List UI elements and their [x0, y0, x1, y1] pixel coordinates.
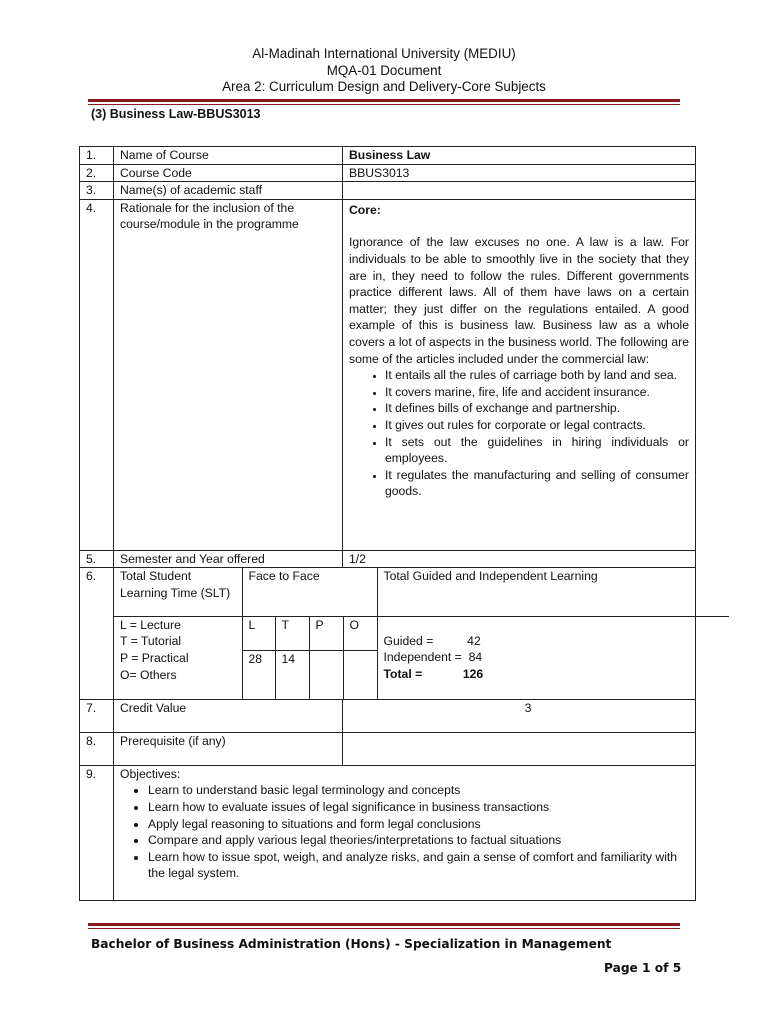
practical-hours — [309, 650, 343, 699]
legend-lecture: L = Lecture — [120, 617, 181, 632]
legend-others: O= Others — [120, 667, 177, 682]
slt-legend — [114, 616, 242, 699]
row-number: 6. — [80, 568, 114, 700]
row-label: Credit Value — [114, 699, 343, 732]
core-label: Core: — [349, 202, 381, 217]
row-label: Name(s) of academic staff — [114, 182, 343, 200]
row-number: 9. — [80, 765, 114, 900]
row-number: 4. — [80, 199, 114, 550]
col-t-header: T — [275, 616, 309, 650]
row-label: Semester and Year offered — [114, 550, 343, 568]
col-o-header: O — [343, 616, 377, 650]
list-item: • Learn how to issue spot, weigh, and analyze risks, and gain a sense of comfort and familiarity with the legal system. — [148, 849, 689, 882]
col-l-header: L — [242, 616, 275, 650]
list-item: • Apply legal reasoning to situations and form legal conclusions — [148, 816, 689, 833]
row-label: Rationale for the inclusion of the course/module in the programme — [114, 199, 343, 550]
academic-staff — [343, 182, 696, 200]
col-p-header: P — [309, 616, 343, 650]
rationale-cell — [343, 199, 696, 550]
list-item: • It gives out rules for corporate or legal contracts. — [385, 417, 689, 434]
page-number: Page 1 of 5 — [604, 961, 682, 975]
rationale-paragraph: Ignorance of the law excuses no one. A law is a law. For individuals to be able to smoothly live in the society that they are in, they need to follow the rules. Different governments practice different laws. All of them have laws on a certain matter; they just differ on the regulations entailed. A good example of this is business law. Business law as a whole covers a lot of aspects in the business world. The following are some of the articles included under the commercial law: — [349, 235, 689, 366]
row-label: Course Code — [114, 164, 343, 182]
slt-label: Total Student Learning Time (SLT) — [114, 568, 242, 616]
lecture-hours: 28 — [242, 650, 275, 699]
objectives-list — [102, 782, 689, 882]
row-label: Prerequisite (if any) — [114, 732, 343, 765]
list-item: • It regulates the manufacturing and selling of consumer goods. — [385, 467, 689, 500]
independent-hours: Independent = 84 — [383, 650, 483, 665]
row-number: 7. — [80, 699, 114, 732]
table-row — [80, 699, 696, 732]
tutorial-hours: 14 — [275, 650, 309, 699]
table-row — [80, 568, 696, 700]
footer-divider — [88, 923, 680, 929]
section-title: (3) Business Law-BBUS3013 — [91, 107, 261, 121]
document-code: MQA-01 Document — [326, 62, 442, 78]
legend-practical: P = Practical — [120, 651, 189, 666]
course-name: Business Law — [343, 147, 696, 165]
table-row — [80, 182, 696, 200]
objectives-cell — [114, 765, 696, 900]
list-item: • It defines bills of exchange and partnership. — [385, 400, 689, 417]
document-area: Area 2: Curriculum Design and Delivery-Core Subjects — [222, 79, 546, 94]
semester-value: 1/2 — [343, 550, 696, 568]
total-hours: Total = 126 — [383, 667, 484, 682]
table-row — [80, 199, 696, 550]
course-code: BBUS3013 — [343, 164, 696, 182]
rationale-list — [349, 367, 689, 500]
document-header — [0, 46, 768, 96]
university-name: Al-Madinah International University (MEDIU) — [252, 46, 516, 61]
list-item: • It covers marine, fire, life and accident insurance. — [385, 384, 689, 401]
credit-value: 3 — [343, 699, 696, 732]
slt-cell — [114, 568, 696, 700]
program-name: Bachelor of Business Administration (Hons) - Specialization in Management — [91, 937, 612, 951]
prerequisite-value — [343, 732, 696, 765]
list-item: • Compare and apply various legal theories/interpretations to factual situations — [148, 832, 689, 849]
table-row — [80, 765, 696, 900]
row-number: 3. — [80, 182, 114, 200]
list-item: • Learn to understand basic legal terminology and concepts — [148, 782, 689, 799]
row-number: 2. — [80, 164, 114, 182]
guided-totals — [377, 616, 729, 699]
slt-table — [114, 568, 729, 699]
header-divider — [88, 99, 680, 105]
list-item: • It sets out the guidelines in hiring individuals or employees. — [385, 434, 689, 467]
objectives-label: Objectives: — [120, 766, 181, 781]
face-to-face-label: Face to Face — [242, 568, 377, 616]
table-row — [80, 732, 696, 765]
table-row — [80, 164, 696, 182]
others-hours — [343, 650, 377, 699]
row-number: 5. — [80, 550, 114, 568]
list-item: • Learn how to evaluate issues of legal significance in business transactions — [148, 799, 689, 816]
table-row — [80, 147, 696, 165]
guided-hours: Guided = 42 — [383, 633, 481, 648]
list-item: • It entails all the rules of carriage both by land and sea. — [385, 367, 689, 384]
guided-title: Total Guided and Independent Learning — [377, 568, 729, 616]
course-table — [79, 146, 696, 901]
row-number: 8. — [80, 732, 114, 765]
table-row — [80, 550, 696, 568]
row-label: Name of Course — [114, 147, 343, 165]
legend-tutorial: T = Tutorial — [120, 634, 182, 649]
row-number: 1. — [80, 147, 114, 165]
